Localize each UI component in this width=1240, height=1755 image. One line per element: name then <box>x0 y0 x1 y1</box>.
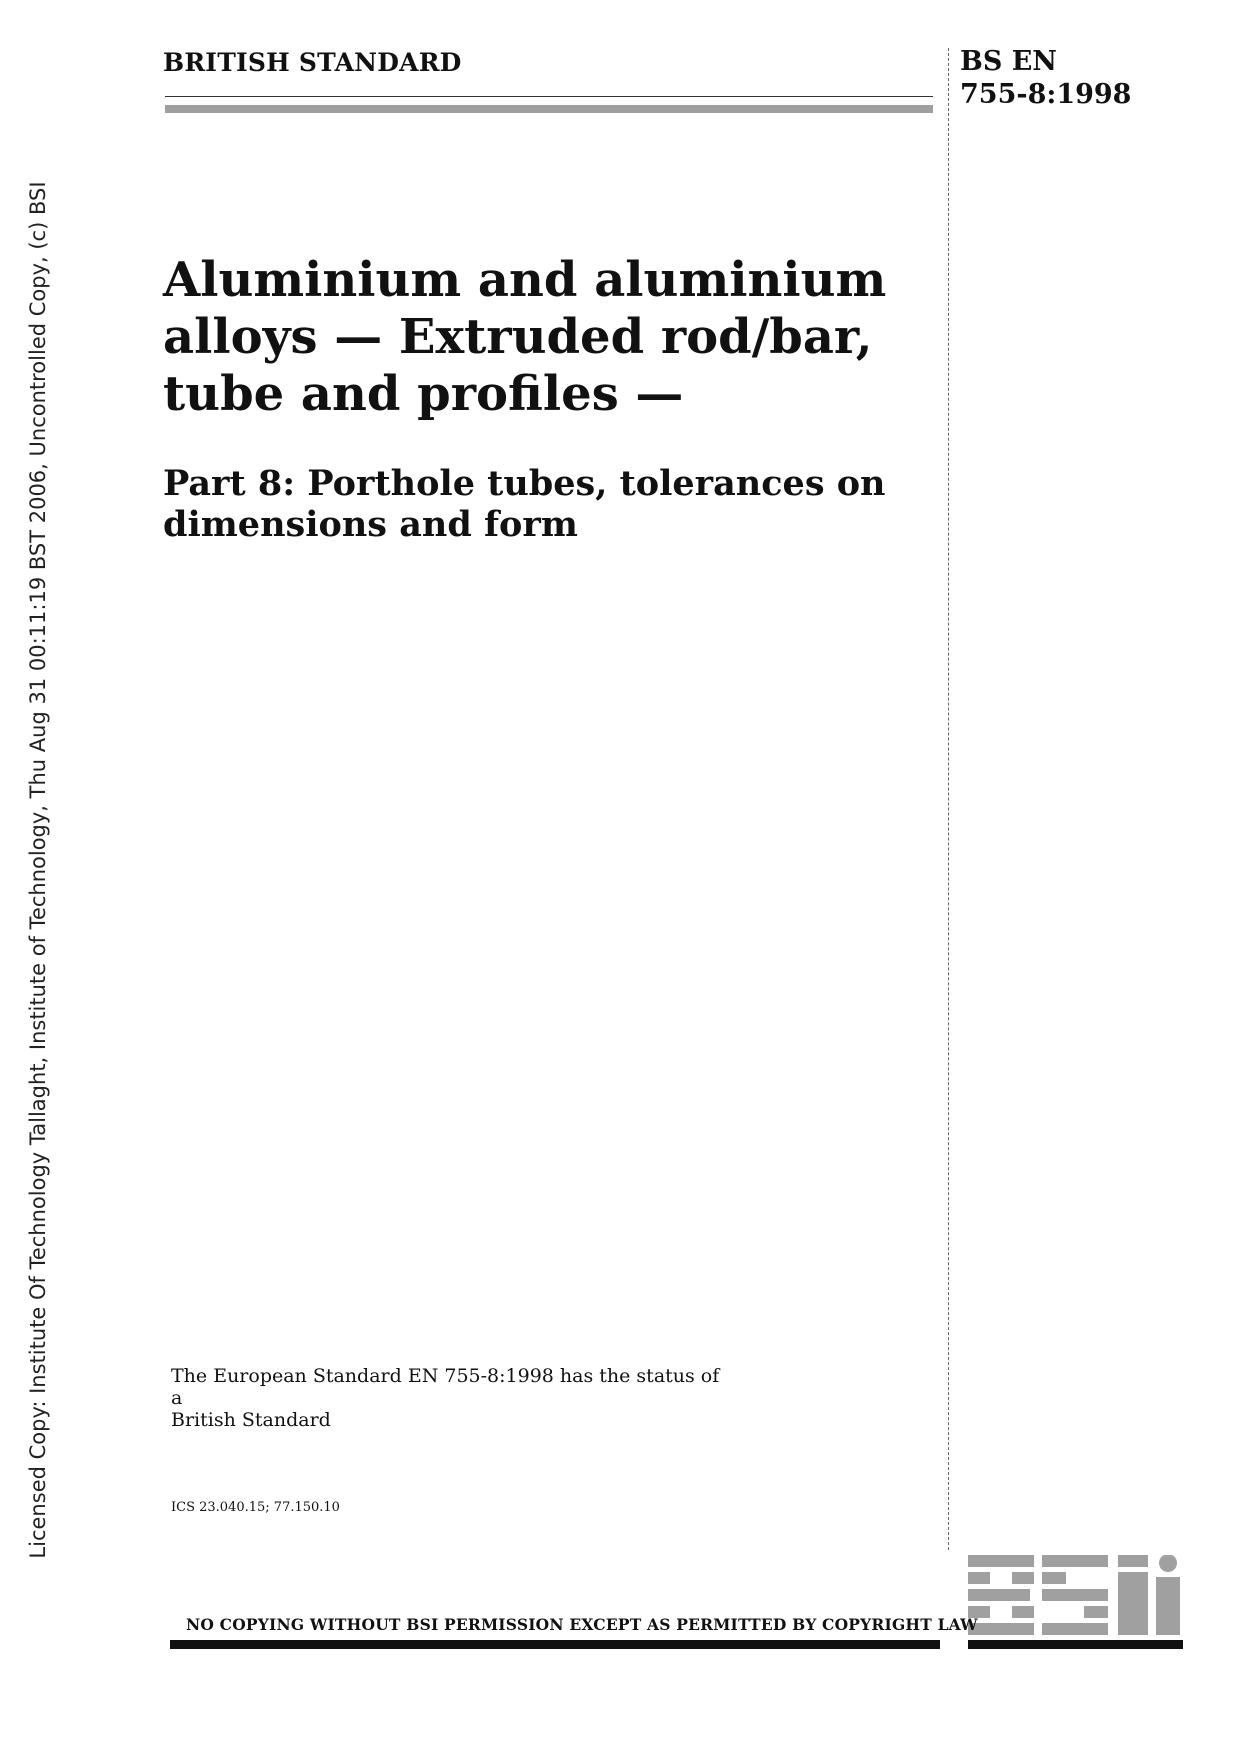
status-line: The European Standard EN 755-8:1998 has the status of a <box>171 1365 720 1409</box>
license-text: Licensed Copy: Institute Of Technology Tallaght, Institute of Technology, Thu Aug 31 00:11:19 BST 2006, Uncontrolled Copy, (c) BSI <box>26 181 50 1559</box>
license-sidebar <box>0 0 70 1755</box>
subtitle-line: Part 8: Porthole tubes, tolerances on <box>163 463 886 504</box>
status-statement <box>171 1365 731 1431</box>
document-title <box>163 252 923 423</box>
document-type-label: BRITISH STANDARD <box>163 48 462 77</box>
copyright-notice: NO COPYING WITHOUT BSI PERMISSION EXCEPT AS PERMITTED BY COPYRIGHT LAW <box>186 1615 978 1634</box>
footer-rule <box>170 1640 940 1649</box>
footer-rule-logo <box>968 1640 1183 1649</box>
status-line: British Standard <box>171 1409 331 1431</box>
standard-number-line1: BS EN <box>960 46 1057 77</box>
bsi-logo-graphic <box>968 1555 1183 1635</box>
bsi-logo-icon <box>968 1555 1183 1635</box>
standard-number <box>960 45 1131 111</box>
ics-code: ICS 23.040.15; 77.150.10 <box>171 1500 340 1515</box>
standard-number-line2: 755-8:1998 <box>960 79 1132 110</box>
title-line: alloys — Extruded rod/bar, <box>163 309 873 365</box>
header-rule-thick <box>165 105 933 113</box>
subtitle-line: dimensions and form <box>163 504 578 545</box>
header-rule-thin <box>165 96 933 97</box>
title-line: tube and profiles — <box>163 366 684 422</box>
vertical-divider <box>948 48 949 1550</box>
title-line: Aluminium and aluminium <box>163 252 887 308</box>
document-subtitle <box>163 463 923 545</box>
